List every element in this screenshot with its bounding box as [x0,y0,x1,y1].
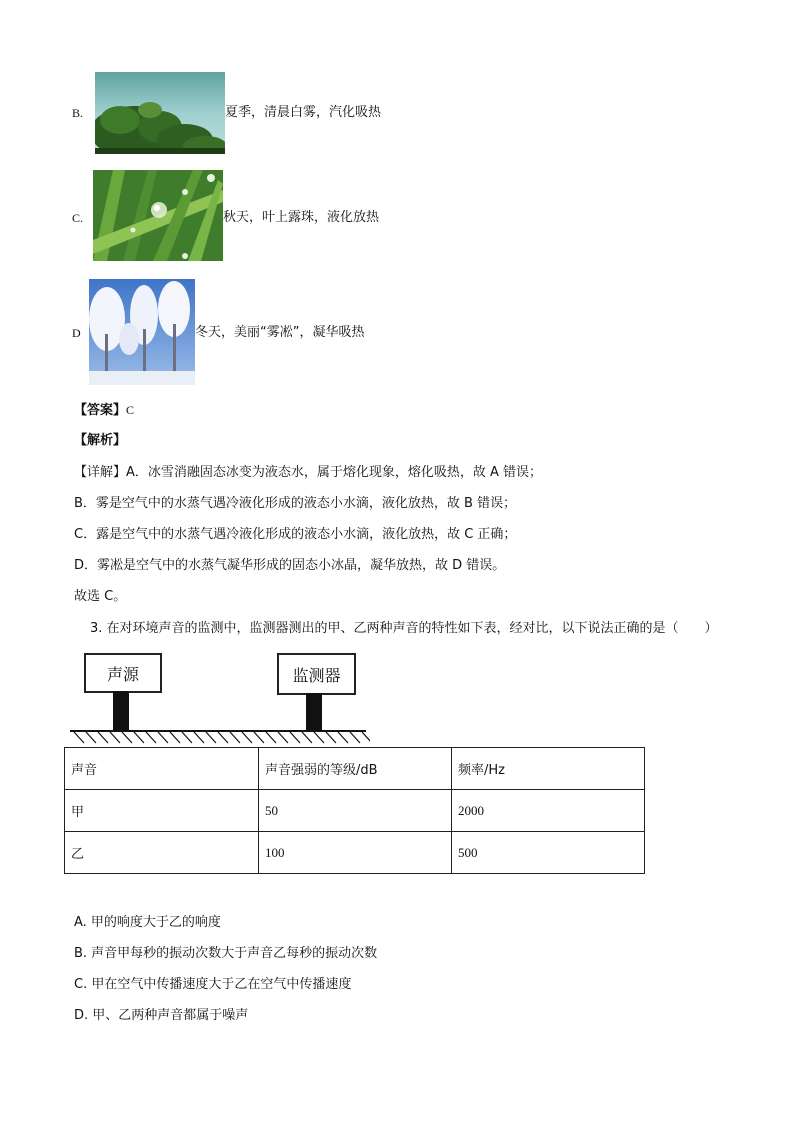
sound-characteristics-table [64,747,645,874]
table-cell: 乙 [65,832,259,874]
explanation-line-1: 【详解】A．冰雪消融固态冰变为液态水，属于熔化现象，熔化吸热，故 A 错误； [74,465,543,480]
question-3-stem: 3. 在对环境声音的监测中，监测器测出的甲、乙两种声音的特性如下表，经对比，以下说法正确的是（ ） [90,621,718,636]
table-cell: 100 [259,832,452,874]
option-c-text: 秋天，叶上露珠，液化放热 [223,210,380,225]
table-cell: 50 [259,790,452,832]
monitor-box: 监测器 [277,653,356,695]
table-cell: 500 [452,832,645,874]
q3-option-c: C. 甲在空气中传播速度大于乙在空气中传播速度 [74,977,352,992]
option-c-letter: C. [72,211,84,225]
table-cell: 2000 [452,790,645,832]
answer-label: 【答案】 [74,403,127,418]
table-cell: 甲 [65,790,259,832]
explanation-line-3: C．露是空气中的水蒸气遇冷液化形成的液态小水滴，液化放热，故 C 正确； [74,527,517,542]
table-header-cell: 声音强弱的等级/dB [259,748,452,790]
option-d-letter: D [72,326,81,340]
explanation-conclusion: 故选 C。 [74,589,127,604]
table-header-cell: 频率/Hz [452,748,645,790]
option-d-text: 冬天，美丽“雾凇”，凝华吸热 [195,325,365,340]
explanation-line-4: D．雾凇是空气中的水蒸气凝华形成的固态小冰晶，凝华放热，故 D 错误。 [74,558,506,573]
ground-line [70,729,370,745]
table-row [65,790,645,832]
analysis-label: 【解析】 [74,433,127,448]
answer-value: C [126,403,135,417]
monitor-stand [306,693,322,731]
table-header-row [65,748,645,790]
answer-line [74,401,134,420]
q3-option-d: D. 甲、乙两种声音都属于噪声 [74,1008,249,1023]
sound-source-box: 声源 [84,653,162,693]
rime-trees-photo [89,279,195,385]
dewdrop-leaf-photo [93,170,223,261]
sound-source-stand [113,691,129,731]
q3-option-a: A. 甲的响度大于乙的响度 [74,915,221,930]
table-header-cell: 声音 [65,748,259,790]
table-row [65,832,645,874]
option-b-text: 夏季，清晨白雾，汽化吸热 [225,105,382,120]
q3-option-b: B. 声音甲每秒的振动次数大于声音乙每秒的振动次数 [74,946,378,961]
explanation-line-2: B．雾是空气中的水蒸气遇冷液化形成的液态小水滴，液化放热，故 B 错误； [74,496,517,511]
green-tree-mist-photo [95,72,225,154]
option-b-letter: B. [72,106,84,120]
